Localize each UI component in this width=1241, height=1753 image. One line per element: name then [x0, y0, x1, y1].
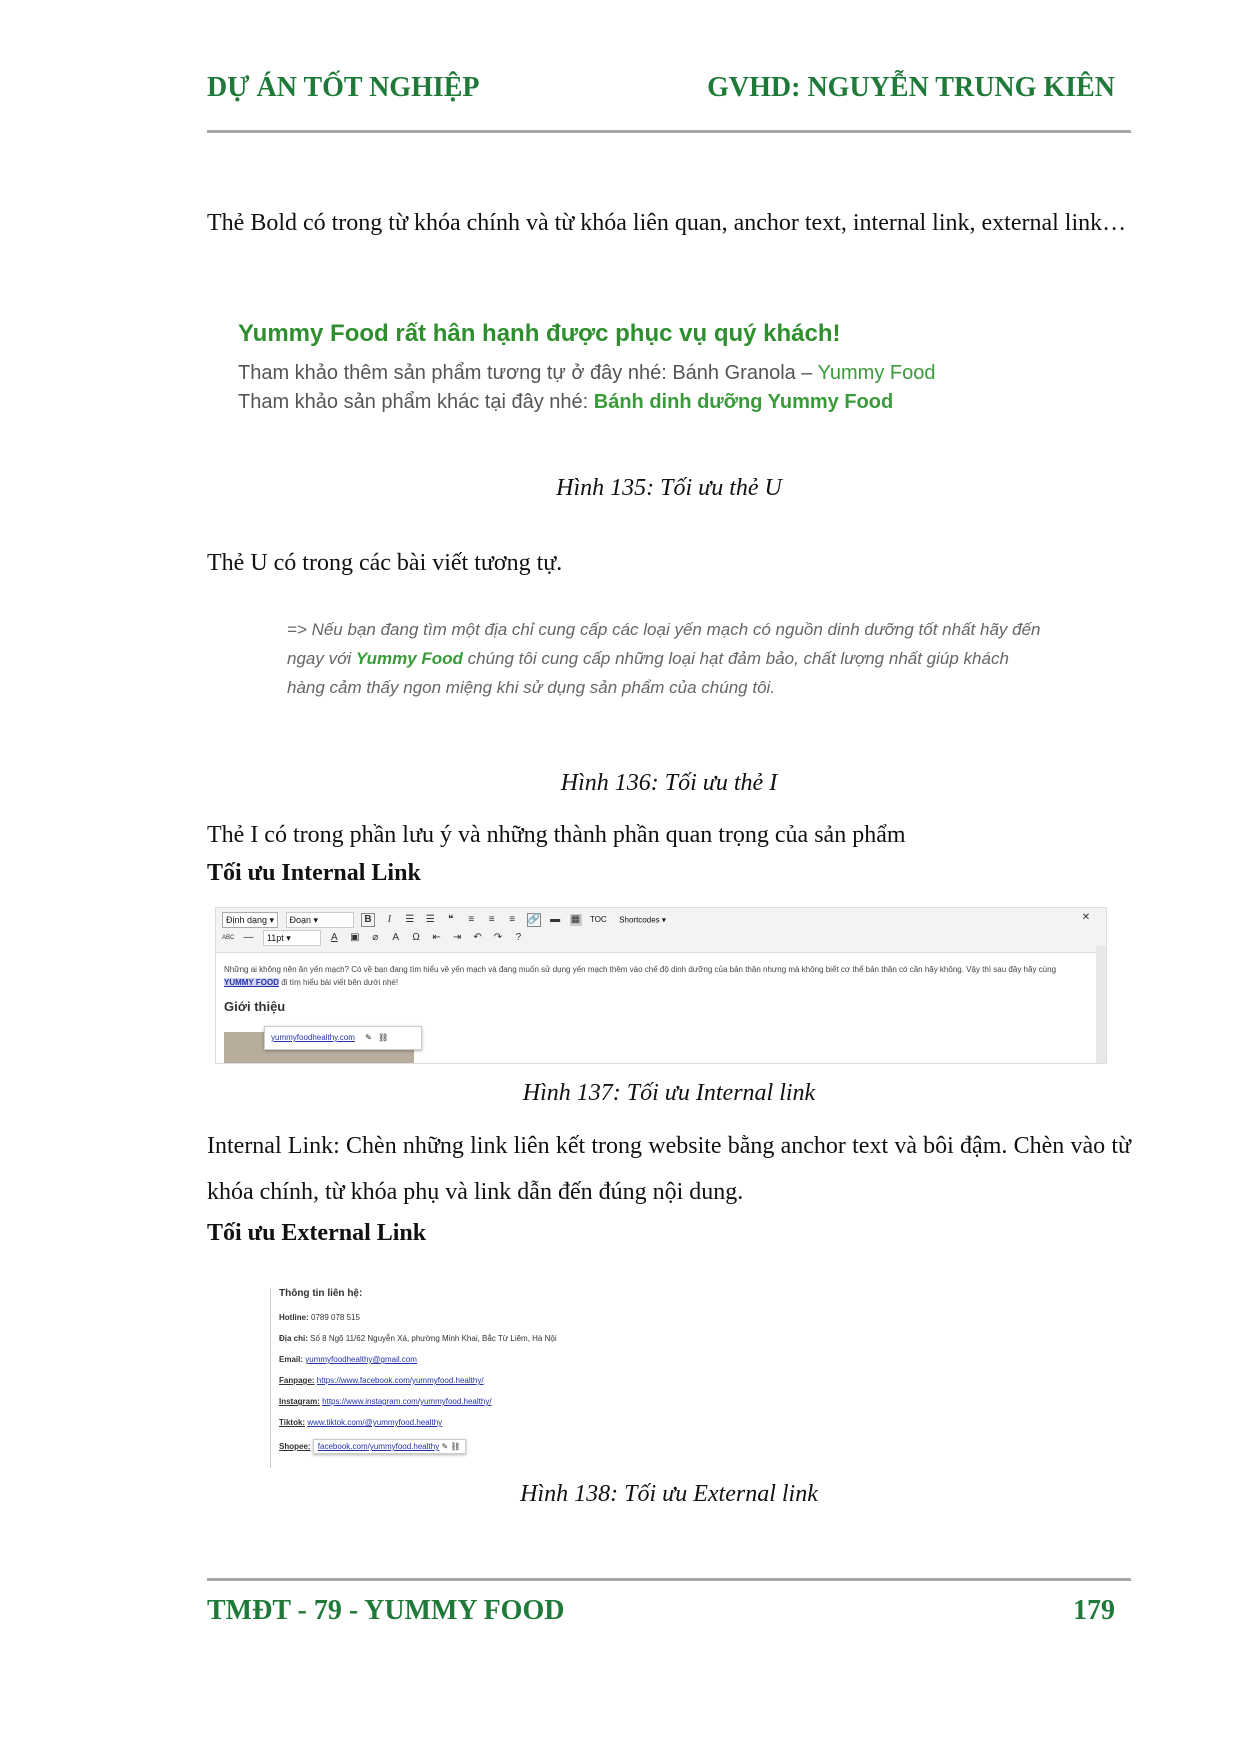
figure-136: => Nếu bạn đang tìm một địa chỉ cung cấp các loại yến mạch có nguồn dinh dưỡng tốt nhất hãy đến ngay với Yummy Food chúng tôi cung cấp những loại hạt đảm bảo, chất lượng nhất giúp khách hàng cảm thấy ngon miệng khi sử dụng sản phẩm của chúng tôi.	[287, 620, 1041, 697]
header-divider	[207, 130, 1131, 133]
tiktok-link[interactable]: www.tiktok.com/@yummyfood.healthy	[307, 1418, 443, 1427]
contact-fanpage: Fanpage: https://www.facebook.com/yummyfood.healthy/	[279, 1376, 484, 1385]
footer-divider	[207, 1578, 1131, 1581]
caption-135: Hình 135: Tối ưu thẻ U	[556, 475, 782, 501]
fig135-heading: Yummy Food rất hân hạnh được phục vụ quý khách!	[238, 320, 841, 347]
paste-text-icon[interactable]: ▣	[350, 931, 360, 943]
fullscreen-icon[interactable]: ✕	[1081, 912, 1091, 923]
bullet-list-icon[interactable]: ☰	[405, 913, 415, 925]
help-icon[interactable]: ?	[515, 931, 522, 943]
numbered-list-icon[interactable]: ☰	[425, 913, 435, 925]
link-popup: yummyfoodhealthy.com ✎ ⛓	[264, 1026, 422, 1050]
fig135-line1: Tham khảo thêm sản phẩm tương tự ở đây nhé: Bánh Granola – Yummy Food	[238, 362, 936, 384]
redo-icon[interactable]: ↷	[493, 931, 503, 943]
edit-link-icon[interactable]: ✎	[441, 1442, 449, 1451]
page-number: 179	[1073, 1595, 1115, 1626]
editor-scrollbar[interactable]	[1096, 946, 1106, 1063]
contact-tiktok: Tiktok: www.tiktok.com/@yummyfood.healthy	[279, 1418, 443, 1427]
header-right: GVHD: NGUYỄN TRUNG KIÊN	[707, 72, 1115, 103]
special-char-icon[interactable]: Ω	[412, 931, 420, 943]
editor-subheading: Giới thiệu	[224, 999, 286, 1014]
paragraph-internal-link: Internal Link: Chèn những link liên kết trong website bằng anchor text và bôi đậm. Chèn vào từ khóa chính, từ khóa phụ và link dẫn đến đúng nội dung.	[207, 1133, 1131, 1205]
fig136-bold: Yummy Food	[355, 649, 463, 668]
strikethrough-icon[interactable]: ABC	[222, 934, 235, 941]
align-center-icon[interactable]: ≡	[488, 913, 495, 925]
align-left-icon[interactable]: ≡	[468, 913, 475, 925]
font-size-select[interactable]: 11pt ▾	[263, 930, 321, 946]
contact-shopee: Shopee: facebook.com/yummyfood.healthy ✎ ⛓	[279, 1439, 519, 1454]
contact-hotline: Hotline: 0789 078 515	[279, 1313, 360, 1322]
quote-icon[interactable]: ❝	[448, 913, 454, 925]
toc-button[interactable]: TOC	[589, 915, 607, 925]
caption-138: Hình 138: Tối ưu External link	[520, 1481, 818, 1507]
paragraph-select[interactable]: Đoạn ▾	[286, 912, 354, 928]
unlink-icon[interactable]: ⛓	[378, 1033, 389, 1042]
format-select[interactable]: Định dạng ▾	[222, 912, 278, 928]
editor-content[interactable]: Những ai không nên ăn yến mạch? Có về bạn đang tìm hiểu về yến mạch và đang muốn sử dụng yến mạch thêm vào chế độ dinh dưỡng của bản thân nhưng mà không biết cơ thể bản thân có cần hãy không. Vậy thì sau đây hãy cùng YUMMY FOOD đi tìm hiểu bài viết bên dưới nhé!	[224, 965, 1057, 987]
header-left: DỰ ÁN TỐT NGHIỆP	[207, 72, 480, 103]
indent-icon[interactable]: ⇥	[452, 931, 462, 943]
fig135-link-banh[interactable]: Bánh dinh dưỡng Yummy Food	[593, 391, 894, 413]
edit-link-icon[interactable]: ✎	[365, 1033, 372, 1042]
horizontal-line-icon[interactable]: —	[243, 931, 254, 943]
paragraph-i-tag: Thẻ I có trong phần lưu ý và những thành phần quan trọng của sản phẩm	[207, 822, 906, 848]
text-color-icon[interactable]: A	[331, 931, 338, 943]
contact-instagram: Instagram: https://www.instagram.com/yummyfood.healthy/	[279, 1397, 492, 1406]
heading-external-link: Tối ưu External Link	[207, 1220, 427, 1246]
contact-email: Email: yummyfoodhealthy@gmail.com	[279, 1355, 417, 1364]
italic-icon[interactable]: I	[387, 913, 392, 925]
fig135-line2: Tham khảo sản phẩm khác tại đây nhé: Bánh dinh dưỡng Yummy Food	[238, 391, 894, 413]
shortcodes-button[interactable]: Shortcodes ▾	[619, 915, 666, 925]
footer-left: TMĐT - 79 - YUMMY FOOD	[207, 1595, 565, 1626]
editor-toolbar	[216, 908, 1106, 953]
contact-title: Thông tin liên hệ:	[279, 1288, 363, 1299]
clear-format-icon[interactable]: ⌀	[372, 931, 379, 943]
internal-link-yummy[interactable]: YUMMY FOOD	[224, 978, 279, 987]
contact-address: Địa chỉ: Số 8 Ngõ 11/62 Nguyễn Xá, phường Minh Khai, Bắc Từ Liêm, Hà Nội	[279, 1334, 557, 1343]
fig135-link-yummy[interactable]: Yummy Food	[817, 362, 936, 384]
shopee-link[interactable]: facebook.com/yummyfood.healthy	[317, 1442, 440, 1451]
paragraph-u-tag: Thẻ U có trong các bài viết tương tự.	[207, 550, 563, 576]
bold-icon[interactable]: B	[361, 913, 375, 927]
paragraph-bold-tag: Thẻ Bold có trong từ khóa chính và từ khóa liên quan, anchor text, internal link, external link…	[207, 210, 1127, 236]
instagram-link[interactable]: https://www.instagram.com/yummyfood.healthy/	[322, 1397, 492, 1406]
toolbar-toggle-icon[interactable]: ▦	[570, 913, 581, 925]
readmore-icon[interactable]: ▬	[550, 913, 561, 925]
unlink-icon[interactable]: ⛓	[450, 1442, 461, 1451]
undo-icon[interactable]: ↶	[473, 931, 482, 943]
shopee-link-popup	[313, 1439, 466, 1454]
fanpage-link[interactable]: https://www.facebook.com/yummyfood.healthy/	[316, 1376, 484, 1385]
caption-136: Hình 136: Tối ưu thẻ I	[560, 770, 778, 796]
align-right-icon[interactable]: ≡	[509, 913, 516, 925]
heading-internal-link: Tối ưu Internal Link	[207, 860, 421, 886]
figure-138-contact	[270, 1288, 557, 1468]
link-icon[interactable]: 🔗	[527, 913, 541, 925]
highlight-icon[interactable]: A	[392, 931, 400, 943]
outdent-icon[interactable]: ⇤	[432, 931, 441, 943]
figure-135	[238, 320, 1098, 414]
caption-137: Hình 137: Tối ưu Internal link	[522, 1080, 816, 1106]
figure-137-editor	[215, 907, 1107, 1064]
